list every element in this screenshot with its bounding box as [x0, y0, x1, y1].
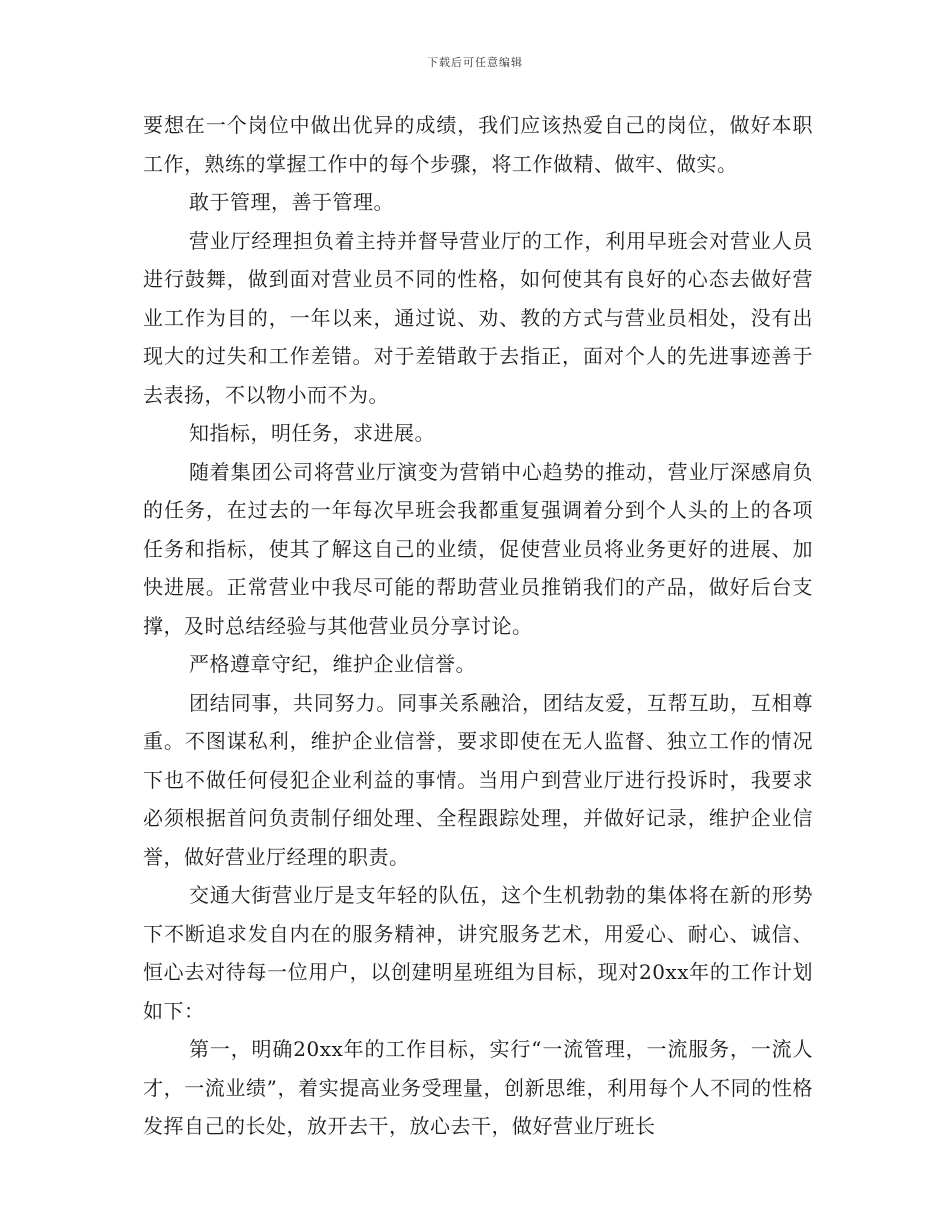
- paragraph: 交通大街营业厅是支年轻的队伍，这个生机勃勃的集体将在新的形势下不断追求发自内在的服务精神，讲究服务艺术，用爱心、耐心、诚信、恒心去对待每一位用户，以创建明星班组为目标，现对20xx年的工作计划如下：: [143, 883, 813, 1023]
- paragraph: 营业厅经理担负着主持并督导营业厅的工作，利用早班会对营业人员进行鼓舞，做到面对营业员不同的性格，如何使其有良好的心态去做好营业工作为目的，一年以来，通过说、劝、教的方式与营业员相处，没有出现大的过失和工作差错。对于差错敢于去指正，面对个人的先进事迹善于去表扬，不以物小而不为。: [143, 228, 813, 407]
- section-heading: 知指标，明任务，求进展。: [189, 421, 435, 445]
- paragraph: 第一，明确20xx年的工作目标，实行“一流管理，一流服务，一流人才，一流业绩”，着实提高业务受理量，创新思维，利用每个人不同的性格发挥自己的长处，放开去干，放心去干，做好营业厅班长: [143, 1037, 813, 1138]
- section-heading: 严格遵章守纪，维护企业信誉。: [189, 652, 476, 676]
- paragraph: 团结同事，共同努力。同事关系融洽，团结友爱，互帮互助，互相尊重。不图谋私利，维护企业信誉，要求即使在无人监督、独立工作的情况下也不做任何侵犯企业利益的事情。当用户到营业厅进行投诉时，我要求必须根据首问负责制仔细处理、全程跟踪处理，并做好记录，维护企业信誉，做好营业厅经理的职责。: [143, 690, 813, 869]
- section-heading: 敢于管理，善于管理。: [189, 190, 394, 214]
- page-header-note: 下载后可任意编辑: [427, 56, 523, 69]
- paragraph: 随着集团公司将营业厅演变为营销中心趋势的推动，营业厅深感肩负的任务，在过去的一年每次早班会我都重复强调着分到个人头的上的各项任务和指标，使其了解这自己的业绩，促使营业员将业务更好的进展、加快进展。正常营业中我尽可能的帮助营业员推销我们的产品，做好后台支撑，及时总结经验与其他营业员分享讨论。: [143, 459, 813, 638]
- document-body: [143, 106, 813, 1146]
- paragraph: 要想在一个岗位中做出优异的成绩，我们应该热爱自己的岗位，做好本职工作，熟练的掌握工作中的每个步骤，将工作做精、做牢、做实。: [143, 113, 813, 176]
